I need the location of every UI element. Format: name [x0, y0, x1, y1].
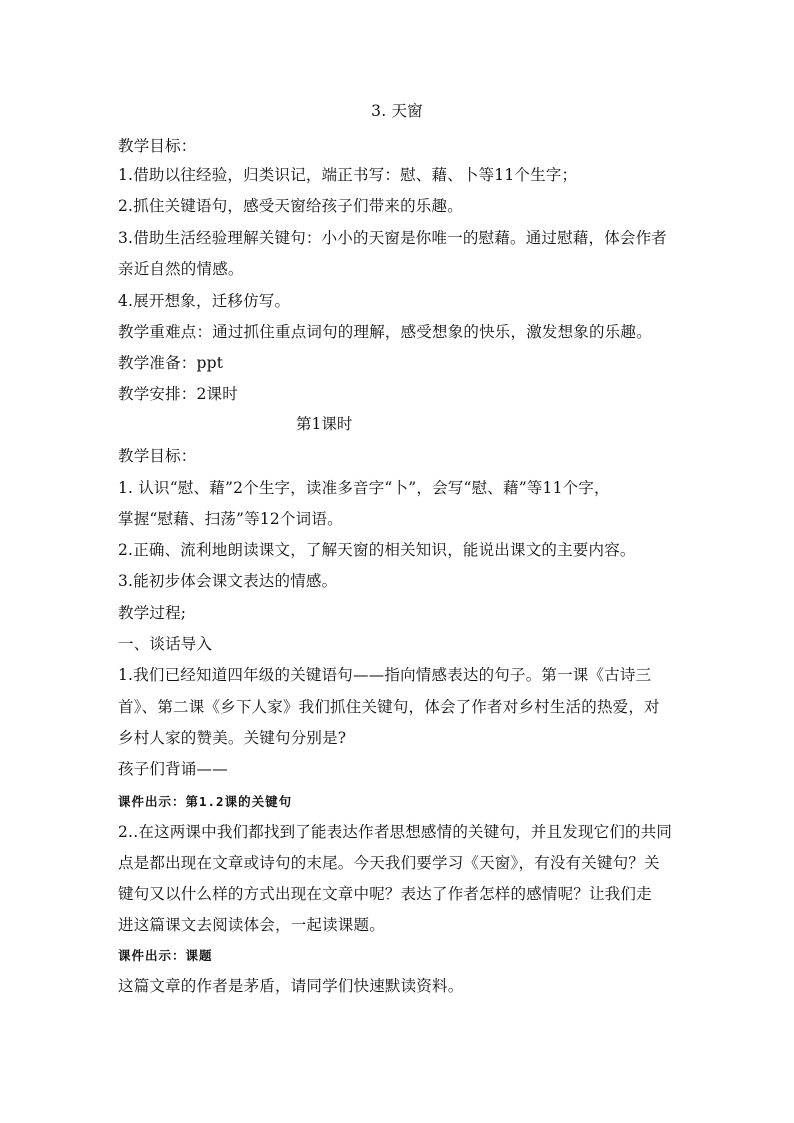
courseware-note-1: 课件出示：第1.2课的关键句 — [118, 794, 293, 809]
objective-4: 4.展开想象，迁移仿写。 — [118, 292, 291, 310]
paragraph-1-line-1: 1.我们已经知道四年级的关键语句——指向情感表达的句子。第一课《古诗三 — [118, 666, 652, 684]
recitation-line: 孩子们背诵—— — [118, 760, 228, 778]
lesson-objective-1-line-1: 1. 认识“慰、藉”2个生字，读准多音字“卜”，会写“慰、藉”等11个字， — [118, 479, 610, 497]
paragraph-3-line-1: 这篇文章的作者是茅盾，请同学们快速默读资料。 — [118, 977, 464, 995]
objectives-heading: 教学目标： — [118, 137, 197, 155]
teaching-process-heading: 教学过程; — [118, 604, 187, 622]
courseware-note-2: 课件出示：课题 — [118, 948, 213, 963]
lesson-objectives-heading: 教学目标： — [118, 447, 197, 465]
objective-3-line-1: 3.借助生活经验理解关键句：小小的天窗是你唯一的慰藉。通过慰藉，体会作者 — [118, 229, 667, 247]
teaching-arrangement: 教学安排：2课时 — [118, 385, 238, 403]
objective-2: 2.抓住关键语句，感受天窗给孩子们带来的乐趣。 — [118, 197, 463, 215]
objective-3-line-2: 亲近自然的情感。 — [118, 260, 244, 278]
document-title: 3. 天窗 — [371, 102, 423, 120]
key-difficulties: 教学重难点：通过抓住重点词句的理解，感受想象的快乐，激发想象的乐趣。 — [118, 323, 652, 341]
lesson-title: 第1课时 — [296, 415, 353, 433]
paragraph-2-line-2: 点是都出现在文章或诗句的末尾。今天我们要学习《天窗》，有没有关键句？关 — [118, 854, 660, 872]
paragraph-2-line-3: 键句又以什么样的方式出现在文章中呢？表达了作者怎样的感情呢？让我们走 — [118, 885, 652, 903]
teaching-preparation: 教学准备：ppt — [118, 354, 224, 372]
paragraph-1-line-3: 乡村人家的赞美。关键句分别是? — [118, 729, 347, 747]
section-1-heading: 一、谈话导入 — [118, 635, 213, 653]
lesson-objective-2: 2.正确、流利地朗读课文，了解天窗的相关知识，能说出课文的主要内容。 — [118, 541, 636, 559]
lesson-objective-1-line-2: 掌握“慰藉、扫荡”等12个词语。 — [118, 510, 343, 528]
paragraph-2-line-1: 2..在这两课中我们都找到了能表达作者思想感情的关键句，并且发现它们的共同 — [118, 823, 673, 841]
objective-1: 1.借助以往经验，归类识记，端正书写：慰、藉、卜等11个生字； — [118, 166, 578, 184]
paragraph-1-line-2: 首》、第二课《乡下人家》我们抓住关键句，体会了作者对乡村生活的热爱，对 — [118, 698, 660, 716]
paragraph-2-line-4: 进这篇课文去阅读体会，一起读课题。 — [118, 916, 385, 934]
lesson-objective-3: 3.能初步体会课文表达的情感。 — [118, 572, 338, 590]
